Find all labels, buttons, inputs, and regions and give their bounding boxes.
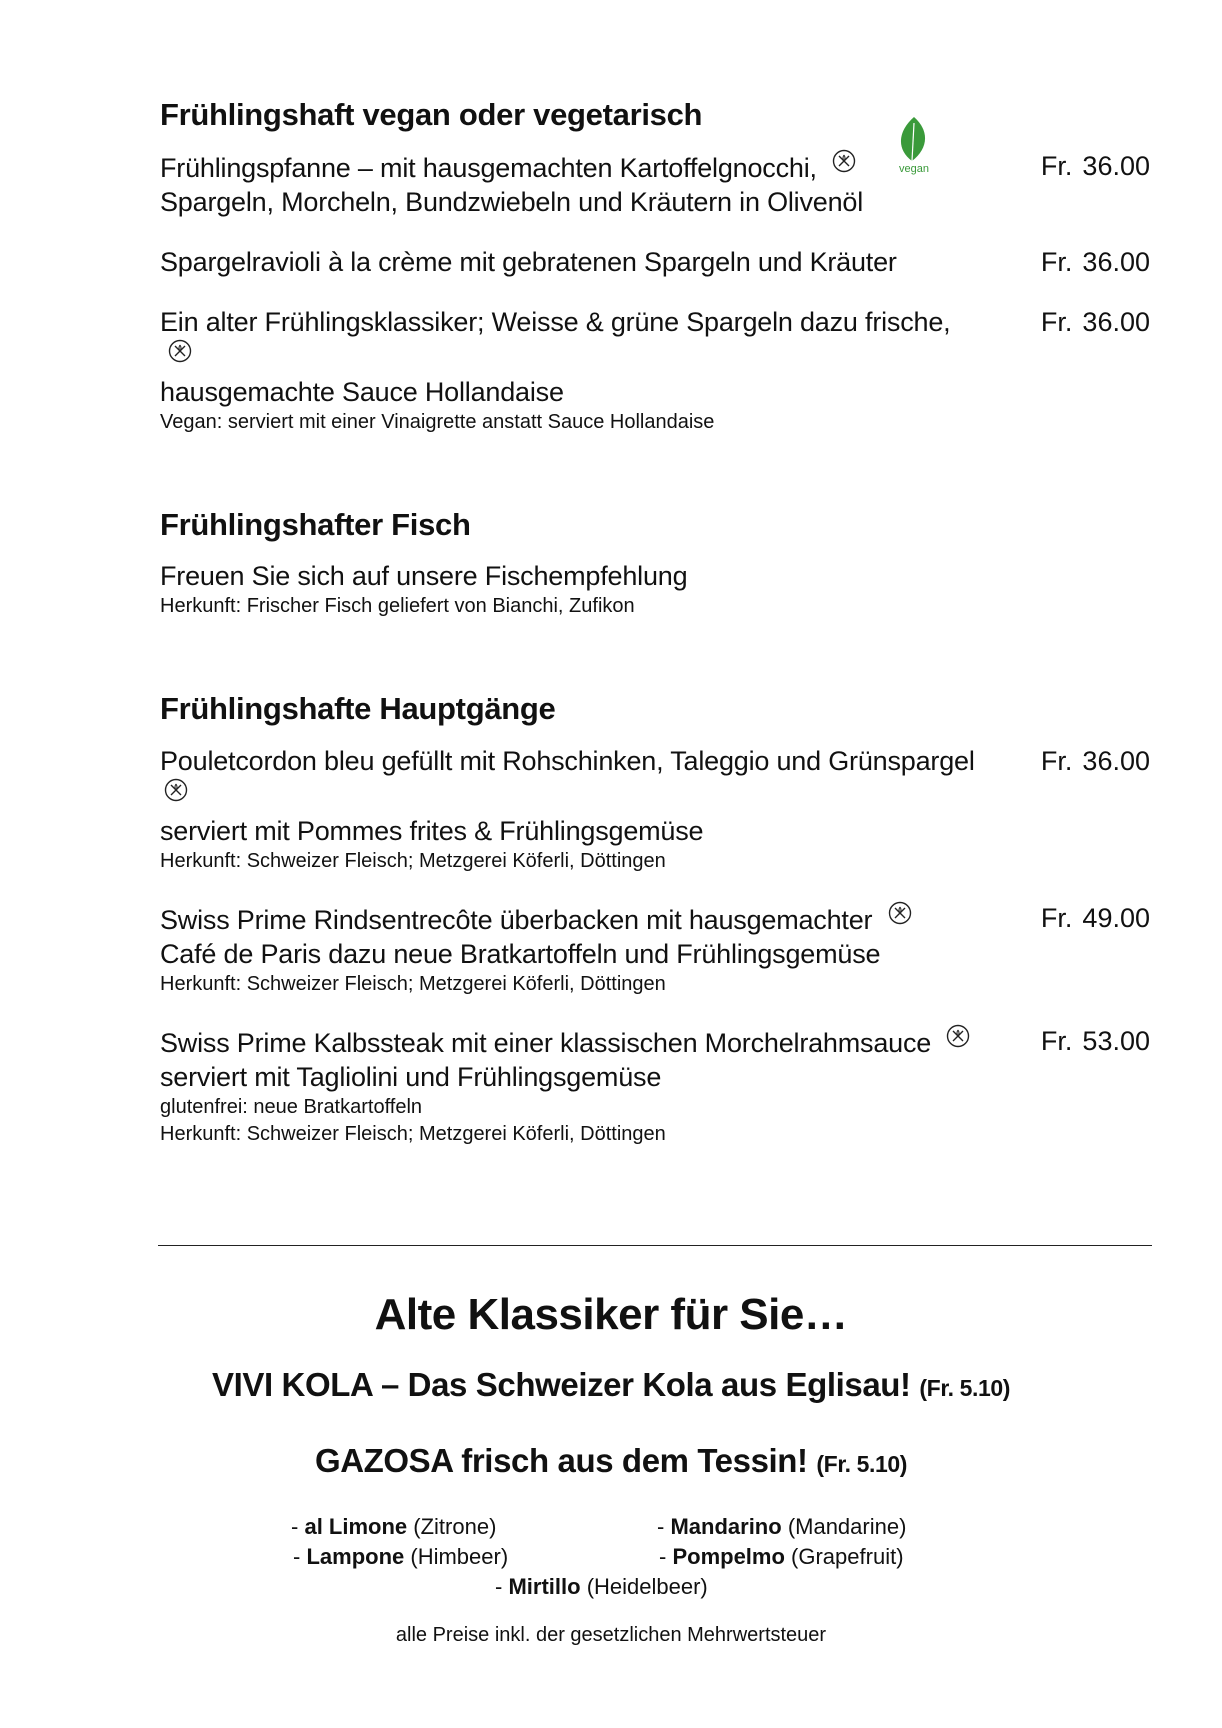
menu-item-fischempfehlung	[160, 559, 1150, 620]
gazosa-flavors	[291, 1514, 931, 1610]
classics-title: Alte Klassiker für Sie…	[374, 1290, 848, 1339]
price-value: 36.00	[1082, 307, 1150, 338]
gazosa-price: (Fr. 5.10)	[816, 1451, 908, 1477]
flavor-limone: - al Limone (Zitrone)	[291, 1514, 497, 1539]
flavor-name: Mandarino	[670, 1514, 782, 1539]
item-description	[160, 149, 980, 219]
item-price	[1041, 901, 1150, 935]
item-note: glutenfrei: neue Bratkartoffeln	[160, 1095, 423, 1118]
item-description	[160, 559, 980, 593]
flavor-pompelmo: - Pompelmo (Grapefruit)	[659, 1544, 904, 1569]
item-origin: Herkunft: Schweizer Fleisch; Metzgerei Köferli, Döttingen	[160, 972, 666, 995]
menu-item-fruehlingspfanne	[160, 149, 1150, 219]
flavor-translation: (Grapefruit)	[791, 1544, 904, 1569]
item-description	[160, 744, 990, 848]
flavor-translation: (Himbeer)	[410, 1544, 509, 1569]
price-value: 49.00	[1082, 902, 1150, 933]
vivi-kola-line	[0, 1366, 1222, 1404]
menu-content	[160, 96, 1150, 1148]
section-heading-hauptgaenge: Frühlingshafte Hauptgänge	[160, 691, 556, 727]
gazosa-line	[0, 1442, 1222, 1480]
item-price	[1041, 744, 1150, 778]
item-price	[1041, 1024, 1150, 1058]
flavor-lampone: - Lampone (Himbeer)	[293, 1544, 509, 1569]
item-line-2: Café de Paris dazu neue Bratkartoffeln und Frühlingsgemüse	[160, 938, 881, 969]
gluten-free-icon	[832, 149, 856, 173]
item-price	[1041, 305, 1150, 339]
price-currency: Fr.	[1040, 902, 1073, 933]
item-origin: Herkunft: Schweizer Fleisch; Metzgerei Köferli, Döttingen	[160, 849, 666, 872]
price-currency: Fr.	[1040, 745, 1073, 776]
price-value: 36.00	[1082, 151, 1150, 182]
item-line-2: Spargeln, Morcheln, Bundzwiebeln und Kräutern in Olivenöl	[160, 187, 864, 218]
item-line-1: Frühlingspfanne – mit hausgemachten Kartoffelgnocchi,	[160, 153, 817, 184]
gazosa-text: GAZOSA frisch aus dem Tessin!	[314, 1442, 808, 1479]
menu-item-spargelklassiker	[160, 305, 1150, 436]
vegan-badge-label: vegan	[899, 163, 929, 176]
flavor-translation: (Mandarine)	[787, 1514, 907, 1539]
item-line-1: Ein alter Frühlingsklassiker; Weisse & grüne Spargeln dazu frische,	[160, 307, 951, 338]
flavor-translation: (Heidelbeer)	[586, 1574, 708, 1599]
section-divider	[158, 1245, 1152, 1246]
vegan-leaf-icon	[888, 113, 940, 175]
item-origin: Herkunft: Schweizer Fleisch; Metzgerei Köferli, Döttingen	[160, 1122, 666, 1145]
gluten-free-icon	[888, 901, 912, 925]
vat-note: alle Preise inkl. der gesetzlichen Mehrwertsteuer	[395, 1624, 827, 1646]
menu-item-kalbssteak	[160, 1024, 1150, 1148]
price-currency: Fr.	[1040, 247, 1073, 278]
item-note: Vegan: serviert mit einer Vinaigrette anstatt Sauce Hollandaise	[160, 411, 715, 434]
price-value: 53.00	[1082, 1025, 1150, 1056]
item-line-1: Pouletcordon bleu gefüllt mit Rohschinken, Taleggio und Grünspargel	[160, 745, 975, 776]
menu-item-cordon-bleu	[160, 744, 1150, 875]
vivi-kola-price: (Fr. 5.10)	[919, 1375, 1011, 1401]
item-description	[160, 245, 980, 279]
flavor-translation: (Zitrone)	[413, 1514, 497, 1539]
item-line-1: Swiss Prime Kalbssteak mit einer klassischen Morchelrahmsauce	[160, 1027, 932, 1058]
menu-item-spargelravioli	[160, 245, 1150, 279]
gluten-free-icon	[168, 339, 192, 363]
item-price	[1041, 245, 1150, 279]
item-line-2: hausgemachte Sauce Hollandaise	[160, 377, 564, 408]
flavor-name: Mirtillo	[508, 1574, 581, 1599]
flavor-name: Pompelmo	[672, 1544, 785, 1569]
price-value: 36.00	[1082, 745, 1150, 776]
flavor-mirtillo: - Mirtillo (Heidelbeer)	[495, 1574, 708, 1599]
gluten-free-icon	[164, 778, 188, 802]
item-price	[1041, 149, 1150, 183]
menu-item-rindsentrecote	[160, 901, 1150, 998]
item-description	[160, 1024, 980, 1094]
flavor-name: al Limone	[304, 1514, 408, 1539]
price-currency: Fr.	[1040, 307, 1073, 338]
price-value: 36.00	[1082, 247, 1150, 278]
item-line-1: Swiss Prime Rindsentrecôte überbacken mit hausgemachter	[160, 904, 873, 935]
vegan-badge	[888, 113, 940, 175]
flavor-mandarino: - Mandarino (Mandarine)	[657, 1514, 907, 1539]
item-line-2: serviert mit Tagliolini und Frühlingsgemüse	[160, 1061, 662, 1092]
item-description	[160, 305, 980, 409]
item-line-1: Freuen Sie sich auf unsere Fischempfehlung	[160, 561, 688, 592]
item-line-2: serviert mit Pommes frites & Frühlingsgemüse	[160, 815, 704, 846]
item-line-1: Spargelravioli à la crème mit gebratenen Spargeln und Kräuter	[160, 247, 897, 278]
flavor-name: Lampone	[306, 1544, 405, 1569]
section-heading-vegan: Frühlingshaft vegan oder vegetarisch	[160, 97, 703, 132]
price-currency: Fr.	[1040, 151, 1073, 182]
gluten-free-icon	[946, 1024, 970, 1048]
classics-section	[0, 1290, 1222, 1647]
vivi-kola-text: VIVI KOLA – Das Schweizer Kola aus Eglisau!	[211, 1366, 911, 1403]
section-heading-fisch: Frühlingshafter Fisch	[160, 507, 471, 543]
price-currency: Fr.	[1040, 1025, 1073, 1056]
item-description	[160, 901, 980, 971]
item-origin: Herkunft: Frischer Fisch geliefert von Bianchi, Zufikon	[160, 595, 635, 618]
